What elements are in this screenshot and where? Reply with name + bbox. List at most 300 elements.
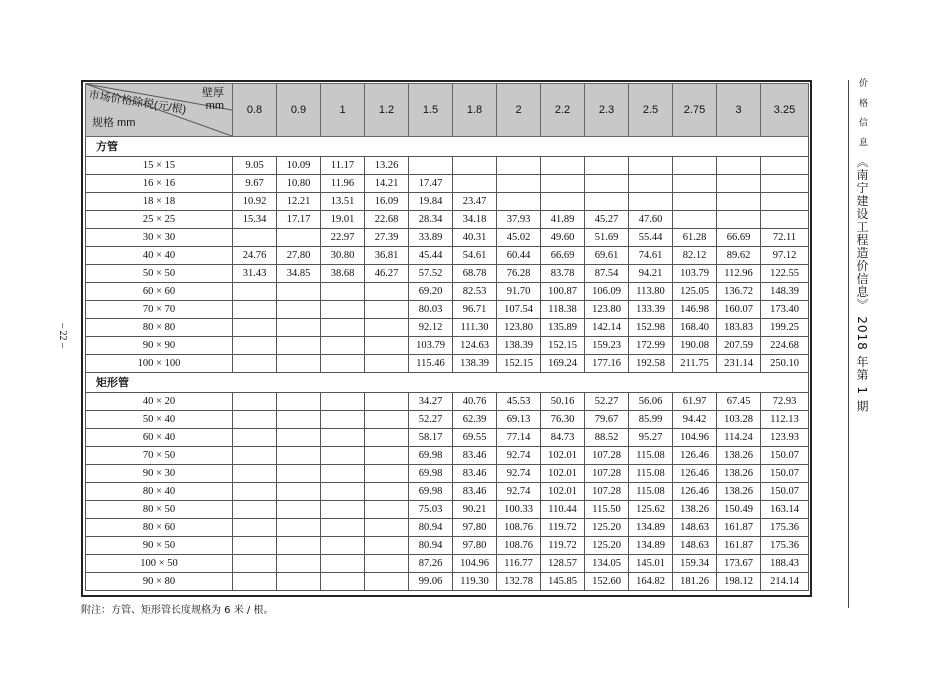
spec-cell: 80 × 80 — [86, 319, 233, 337]
price-cell — [365, 483, 409, 501]
price-cell — [541, 193, 585, 211]
price-cell — [541, 175, 585, 193]
table-row — [86, 411, 809, 429]
price-cell — [321, 337, 365, 355]
price-cell — [365, 283, 409, 301]
price-cell: 34.27 — [409, 393, 453, 411]
price-cell: 19.84 — [409, 193, 453, 211]
price-cell: 54.61 — [453, 247, 497, 265]
price-cell — [277, 519, 321, 537]
price-cell: 183.83 — [717, 319, 761, 337]
price-cell — [717, 157, 761, 175]
price-cell — [365, 319, 409, 337]
section-title: 矩形管 — [86, 373, 809, 393]
price-cell: 92.74 — [497, 447, 541, 465]
price-cell: 88.52 — [585, 429, 629, 447]
price-cell: 134.05 — [585, 555, 629, 573]
spec-cell: 50 × 40 — [86, 411, 233, 429]
price-cell: 214.14 — [761, 573, 809, 591]
price-cell: 142.14 — [585, 319, 629, 337]
price-cell: 68.78 — [453, 265, 497, 283]
price-cell: 119.72 — [541, 519, 585, 537]
price-cell: 83.46 — [453, 465, 497, 483]
price-cell: 124.63 — [453, 337, 497, 355]
price-cell — [717, 211, 761, 229]
price-cell — [365, 465, 409, 483]
price-cell — [321, 429, 365, 447]
side-header — [855, 78, 869, 413]
price-cell — [321, 283, 365, 301]
price-cell: 107.28 — [585, 447, 629, 465]
price-cell: 22.68 — [365, 211, 409, 229]
spec-cell: 60 × 60 — [86, 283, 233, 301]
price-cell: 77.14 — [497, 429, 541, 447]
price-cell — [277, 301, 321, 319]
price-cell: 164.82 — [629, 573, 673, 591]
price-cell: 163.14 — [761, 501, 809, 519]
column-header: 2.3 — [585, 84, 629, 137]
price-cell: 38.68 — [321, 265, 365, 283]
price-cell: 138.39 — [497, 337, 541, 355]
price-cell: 75.03 — [409, 501, 453, 519]
footnote: 附注：方管、矩形管长度规格为 6 米 / 根。 — [81, 605, 274, 616]
price-cell: 76.28 — [497, 265, 541, 283]
price-cell — [277, 319, 321, 337]
price-cell: 159.23 — [585, 337, 629, 355]
price-cell: 103.79 — [409, 337, 453, 355]
price-cell: 10.09 — [277, 157, 321, 175]
price-cell: 150.07 — [761, 483, 809, 501]
section-row — [86, 137, 809, 157]
price-cell: 231.14 — [717, 355, 761, 373]
price-cell: 160.07 — [717, 301, 761, 319]
price-cell — [277, 393, 321, 411]
price-cell: 138.26 — [717, 465, 761, 483]
column-header: 3.25 — [761, 84, 809, 137]
price-cell — [365, 337, 409, 355]
price-cell: 80.03 — [409, 301, 453, 319]
price-cell: 207.59 — [717, 337, 761, 355]
side-column-label: 价 格 信 息 — [857, 78, 867, 151]
price-cell — [321, 447, 365, 465]
price-cell — [277, 337, 321, 355]
price-cell: 37.93 — [497, 211, 541, 229]
price-cell: 148.63 — [673, 537, 717, 555]
price-cell: 108.76 — [497, 537, 541, 555]
column-header: 2.2 — [541, 84, 585, 137]
price-cell: 45.44 — [409, 247, 453, 265]
price-cell: 177.16 — [585, 355, 629, 373]
price-cell: 115.08 — [629, 465, 673, 483]
spec-cell: 100 × 100 — [86, 355, 233, 373]
price-cell — [277, 429, 321, 447]
price-cell — [497, 175, 541, 193]
table-row — [86, 157, 809, 175]
price-cell: 152.60 — [585, 573, 629, 591]
price-cell — [629, 193, 673, 211]
spec-cell: 15 × 15 — [86, 157, 233, 175]
price-cell: 79.67 — [585, 411, 629, 429]
price-cell — [233, 229, 277, 247]
price-cell — [761, 175, 809, 193]
price-cell — [277, 537, 321, 555]
price-cell: 104.96 — [453, 555, 497, 573]
price-cell: 128.57 — [541, 555, 585, 573]
price-cell: 102.01 — [541, 447, 585, 465]
spec-cell: 80 × 60 — [86, 519, 233, 537]
price-cell — [365, 393, 409, 411]
column-header: 3 — [717, 84, 761, 137]
price-cell — [233, 447, 277, 465]
price-cell: 80.94 — [409, 519, 453, 537]
price-cell — [321, 555, 365, 573]
spec-label: 规格 mm — [92, 117, 136, 129]
price-cell — [277, 229, 321, 247]
price-cell: 84.73 — [541, 429, 585, 447]
price-cell: 123.80 — [585, 301, 629, 319]
price-cell: 27.80 — [277, 247, 321, 265]
price-cell: 125.20 — [585, 537, 629, 555]
table-row — [86, 175, 809, 193]
price-cell: 102.01 — [541, 465, 585, 483]
price-cell — [233, 573, 277, 591]
price-cell — [585, 157, 629, 175]
price-cell — [497, 193, 541, 211]
price-cell — [365, 355, 409, 373]
spec-cell: 100 × 50 — [86, 555, 233, 573]
price-cell: 250.10 — [761, 355, 809, 373]
price-cell — [321, 411, 365, 429]
price-cell: 99.06 — [409, 573, 453, 591]
price-cell — [409, 157, 453, 175]
price-cell — [365, 537, 409, 555]
price-cell: 108.76 — [497, 519, 541, 537]
price-cell: 61.97 — [673, 393, 717, 411]
price-cell: 135.89 — [541, 319, 585, 337]
price-cell — [321, 355, 365, 373]
price-cell — [233, 501, 277, 519]
price-cell: 173.67 — [717, 555, 761, 573]
table-row — [86, 319, 809, 337]
price-cell: 45.53 — [497, 393, 541, 411]
price-cell — [233, 283, 277, 301]
price-cell: 69.98 — [409, 483, 453, 501]
price-cell: 119.72 — [541, 537, 585, 555]
price-cell: 145.01 — [629, 555, 673, 573]
price-cell: 102.01 — [541, 483, 585, 501]
price-cell: 133.39 — [629, 301, 673, 319]
price-cell: 198.12 — [717, 573, 761, 591]
price-cell: 188.43 — [761, 555, 809, 573]
price-cell — [717, 175, 761, 193]
price-cell: 24.76 — [233, 247, 277, 265]
price-cell: 51.69 — [585, 229, 629, 247]
spec-cell: 80 × 50 — [86, 501, 233, 519]
price-cell: 10.80 — [277, 175, 321, 193]
table-row — [86, 355, 809, 373]
side-publication-title: 《南宁建设工程造价信息》 2018 年第 1 期 — [855, 155, 869, 413]
price-cell: 107.28 — [585, 483, 629, 501]
price-cell: 58.17 — [409, 429, 453, 447]
spec-cell: 25 × 25 — [86, 211, 233, 229]
price-cell — [233, 519, 277, 537]
price-cell: 211.75 — [673, 355, 717, 373]
price-cell — [673, 157, 717, 175]
price-cell: 50.16 — [541, 393, 585, 411]
price-cell — [233, 429, 277, 447]
table-row — [86, 229, 809, 247]
table-row — [86, 519, 809, 537]
table-header-row — [86, 84, 809, 137]
price-cell: 112.96 — [717, 265, 761, 283]
price-cell: 114.24 — [717, 429, 761, 447]
price-table — [85, 83, 809, 591]
price-cell — [761, 211, 809, 229]
table-row — [86, 393, 809, 411]
price-cell: 69.98 — [409, 447, 453, 465]
price-cell: 69.98 — [409, 465, 453, 483]
section-title: 方管 — [86, 137, 809, 157]
price-cell — [585, 193, 629, 211]
price-cell — [365, 555, 409, 573]
price-cell: 159.34 — [673, 555, 717, 573]
price-cell — [761, 193, 809, 211]
price-cell: 115.08 — [629, 447, 673, 465]
price-cell: 161.87 — [717, 537, 761, 555]
price-cell: 169.24 — [541, 355, 585, 373]
side-divider — [848, 80, 849, 608]
thickness-label: 壁厚 mm — [202, 87, 224, 112]
price-cell — [321, 537, 365, 555]
price-cell — [233, 483, 277, 501]
price-cell: 92.74 — [497, 483, 541, 501]
price-cell: 52.27 — [409, 411, 453, 429]
spec-cell: 50 × 50 — [86, 265, 233, 283]
spec-cell: 16 × 16 — [86, 175, 233, 193]
price-cell: 9.05 — [233, 157, 277, 175]
price-cell: 150.07 — [761, 447, 809, 465]
price-cell: 27.39 — [365, 229, 409, 247]
price-cell: 90.21 — [453, 501, 497, 519]
price-cell — [321, 393, 365, 411]
price-cell: 9.67 — [233, 175, 277, 193]
price-cell: 57.52 — [409, 265, 453, 283]
price-cell — [673, 211, 717, 229]
price-cell: 97.80 — [453, 519, 497, 537]
price-cell: 33.89 — [409, 229, 453, 247]
price-cell: 49.60 — [541, 229, 585, 247]
price-cell: 115.50 — [585, 501, 629, 519]
price-cell: 125.05 — [673, 283, 717, 301]
price-cell: 13.51 — [321, 193, 365, 211]
price-cell — [585, 175, 629, 193]
price-cell: 55.44 — [629, 229, 673, 247]
price-cell: 82.53 — [453, 283, 497, 301]
column-header: 1.5 — [409, 84, 453, 137]
price-cell: 85.99 — [629, 411, 673, 429]
price-cell — [321, 501, 365, 519]
column-header: 1.8 — [453, 84, 497, 137]
price-cell: 125.62 — [629, 501, 673, 519]
price-cell — [277, 555, 321, 573]
price-cell: 41.89 — [541, 211, 585, 229]
price-cell: 175.36 — [761, 519, 809, 537]
price-cell: 152.15 — [541, 337, 585, 355]
price-cell: 152.98 — [629, 319, 673, 337]
price-cell — [541, 157, 585, 175]
price-cell: 94.42 — [673, 411, 717, 429]
price-cell: 66.69 — [541, 247, 585, 265]
price-cell: 28.34 — [409, 211, 453, 229]
price-cell — [277, 355, 321, 373]
price-cell: 22.97 — [321, 229, 365, 247]
price-cell: 62.39 — [453, 411, 497, 429]
price-cell: 45.27 — [585, 211, 629, 229]
price-cell: 125.20 — [585, 519, 629, 537]
price-cell — [365, 301, 409, 319]
price-cell: 103.79 — [673, 265, 717, 283]
spec-cell: 70 × 70 — [86, 301, 233, 319]
price-cell: 10.92 — [233, 193, 277, 211]
price-cell: 69.55 — [453, 429, 497, 447]
price-cell: 122.55 — [761, 265, 809, 283]
price-cell: 15.34 — [233, 211, 277, 229]
price-cell: 12.21 — [277, 193, 321, 211]
price-cell: 69.61 — [585, 247, 629, 265]
price-cell: 132.78 — [497, 573, 541, 591]
price-cell: 123.80 — [497, 319, 541, 337]
price-cell — [233, 465, 277, 483]
price-cell: 104.96 — [673, 429, 717, 447]
table-row — [86, 301, 809, 319]
price-cell: 116.77 — [497, 555, 541, 573]
price-cell: 89.62 — [717, 247, 761, 265]
price-cell: 150.07 — [761, 465, 809, 483]
table-row — [86, 337, 809, 355]
price-cell: 112.13 — [761, 411, 809, 429]
price-cell: 96.71 — [453, 301, 497, 319]
spec-cell: 40 × 40 — [86, 247, 233, 265]
price-cell: 60.44 — [497, 247, 541, 265]
price-cell: 148.39 — [761, 283, 809, 301]
price-cell: 87.54 — [585, 265, 629, 283]
price-cell: 175.36 — [761, 537, 809, 555]
price-cell: 46.27 — [365, 265, 409, 283]
price-cell: 97.12 — [761, 247, 809, 265]
price-cell — [629, 175, 673, 193]
price-cell — [277, 465, 321, 483]
price-table-container — [85, 83, 808, 591]
table-row — [86, 501, 809, 519]
table-row — [86, 537, 809, 555]
spec-cell: 90 × 80 — [86, 573, 233, 591]
price-cell — [233, 411, 277, 429]
price-cell: 94.21 — [629, 265, 673, 283]
section-row — [86, 373, 809, 393]
spec-cell: 90 × 30 — [86, 465, 233, 483]
price-unit-label: 市场价格除税(元/根) — [87, 88, 187, 117]
price-cell: 172.99 — [629, 337, 673, 355]
price-cell — [233, 555, 277, 573]
price-cell: 161.87 — [717, 519, 761, 537]
price-cell: 138.39 — [453, 355, 497, 373]
price-cell — [233, 319, 277, 337]
price-cell: 14.21 — [365, 175, 409, 193]
price-cell: 52.27 — [585, 393, 629, 411]
price-cell: 134.89 — [629, 537, 673, 555]
price-cell — [673, 193, 717, 211]
price-cell: 100.33 — [497, 501, 541, 519]
price-cell: 138.26 — [717, 483, 761, 501]
column-header: 0.9 — [277, 84, 321, 137]
price-cell — [321, 573, 365, 591]
price-cell — [233, 537, 277, 555]
table-body — [86, 137, 809, 591]
price-cell: 30.80 — [321, 247, 365, 265]
page-number: – 22 – — [57, 323, 68, 348]
price-cell: 123.93 — [761, 429, 809, 447]
price-cell: 83.46 — [453, 483, 497, 501]
price-cell — [673, 175, 717, 193]
table-row — [86, 283, 809, 301]
table-row — [86, 555, 809, 573]
price-cell: 47.60 — [629, 211, 673, 229]
price-cell: 13.26 — [365, 157, 409, 175]
price-cell — [453, 157, 497, 175]
price-cell: 134.89 — [629, 519, 673, 537]
price-cell: 110.44 — [541, 501, 585, 519]
price-cell: 97.80 — [453, 537, 497, 555]
price-cell: 181.26 — [673, 573, 717, 591]
price-cell: 106.09 — [585, 283, 629, 301]
table-row — [86, 265, 809, 283]
price-cell: 92.12 — [409, 319, 453, 337]
price-cell: 76.30 — [541, 411, 585, 429]
price-cell — [233, 301, 277, 319]
price-cell: 152.15 — [497, 355, 541, 373]
price-cell — [277, 501, 321, 519]
price-cell: 69.13 — [497, 411, 541, 429]
price-cell: 40.31 — [453, 229, 497, 247]
price-cell: 126.46 — [673, 447, 717, 465]
column-header: 1.2 — [365, 84, 409, 137]
price-cell: 91.70 — [497, 283, 541, 301]
price-cell — [321, 519, 365, 537]
price-cell: 138.26 — [717, 447, 761, 465]
price-cell: 113.80 — [629, 283, 673, 301]
price-cell — [497, 157, 541, 175]
price-cell — [629, 157, 673, 175]
column-header: 2.5 — [629, 84, 673, 137]
price-cell — [365, 447, 409, 465]
price-cell — [321, 483, 365, 501]
price-cell: 146.98 — [673, 301, 717, 319]
price-cell: 103.28 — [717, 411, 761, 429]
price-cell: 74.61 — [629, 247, 673, 265]
price-cell — [365, 411, 409, 429]
price-cell: 72.93 — [761, 393, 809, 411]
price-cell: 40.76 — [453, 393, 497, 411]
spec-cell: 40 × 20 — [86, 393, 233, 411]
table-row — [86, 483, 809, 501]
price-cell: 16.09 — [365, 193, 409, 211]
price-cell: 67.45 — [717, 393, 761, 411]
price-cell: 100.87 — [541, 283, 585, 301]
column-header: 0.8 — [233, 84, 277, 137]
price-cell — [321, 465, 365, 483]
spec-cell: 80 × 40 — [86, 483, 233, 501]
price-cell: 61.28 — [673, 229, 717, 247]
